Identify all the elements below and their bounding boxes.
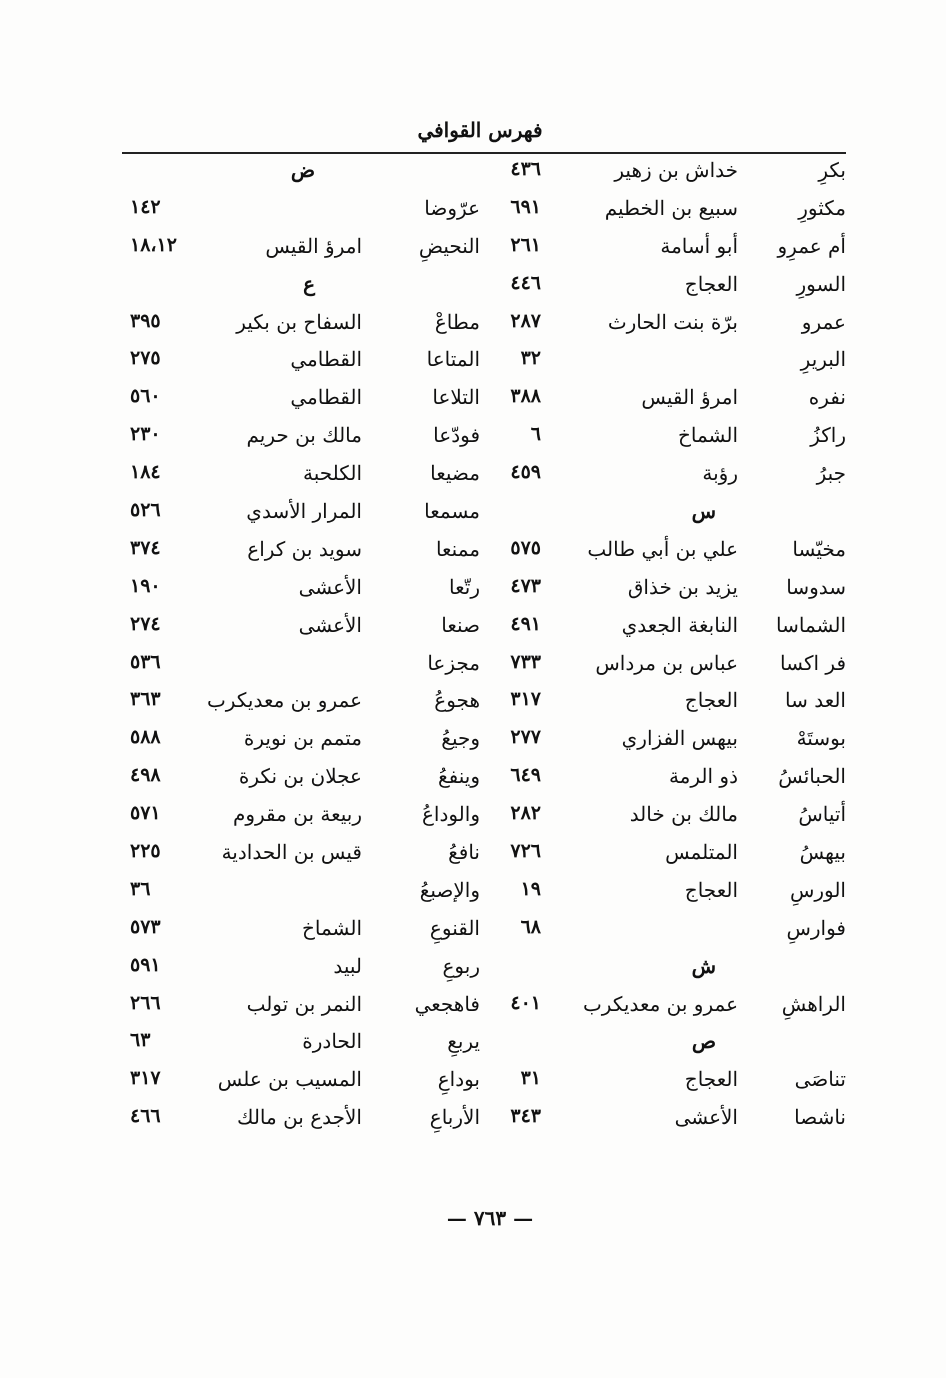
poet-name: ربيعة بن مقروم [232,802,362,827]
page-ref: ٢٦٦ [130,991,161,1014]
page-ref: ٥٢٦ [130,499,161,522]
poet-name: مالك بن خالد [629,802,738,827]
page-ref: ١٩ [520,877,541,900]
index-entry [486,910,846,948]
rhyme-word: مجزعا [427,650,480,675]
rhyme-word: بكرِ [818,158,846,182]
index-entry [120,910,480,948]
index-entry [486,1099,846,1137]
index-entry [486,569,846,607]
poet-name: خداش بن زهير [614,158,738,182]
index-entry [486,228,846,266]
rhyme-word: الشماسا [776,612,846,637]
rhyme-word: صنعا [441,612,480,637]
page-ref: ٢٨٢ [510,802,541,825]
letter-heading-row [120,266,480,304]
poet-name: مالك بن حريم [246,423,362,448]
page-ref: ٤٦٦ [130,1105,161,1128]
poet-name: عمرو بن معديكرب [582,991,738,1016]
rhyme-word: بيهسُ [799,840,846,865]
page-ref: ٤٧٣ [510,574,541,597]
rhyme-word: مكثورِ [798,195,846,220]
index-entry [486,417,846,455]
rhyme-word: عرّوضا [424,195,480,220]
index-entry [486,304,846,342]
index-entry [486,455,846,493]
poet-name: العجاج [684,877,738,902]
left-column [120,152,480,1137]
index-entry [486,645,846,683]
page-ref: ٢٢٥ [130,840,161,863]
page-ref: ٣٤٣ [510,1105,541,1128]
index-entry [120,190,480,228]
poet-name: القطامي [290,385,362,410]
index-entry [486,266,846,304]
index-entry [120,645,480,683]
rhyme-word: هجوعُ [434,688,480,713]
index-entry [120,682,480,720]
poet-name: الأعشى [298,612,362,637]
index-entry [486,1061,846,1099]
page-ref: ٧٣٣ [510,650,541,673]
page-ref: ١٤٢ [130,195,161,218]
index-entry [486,986,846,1024]
letter-heading-row [486,493,846,531]
rhyme-word: أم عمرِو [777,233,846,258]
rhyme-word: ممنعا [435,536,480,561]
rhyme-word: يربعِ [447,1029,480,1054]
page-ref: ٥٧١ [130,802,161,825]
poet-name: الأعشى [298,574,362,599]
page-ref: ١٩٠ [130,574,161,597]
index-entry [120,569,480,607]
page-ref: ٢٨٧ [510,309,541,332]
page-ref: ٣٨٨ [510,385,541,408]
poet-name: متمم بن نويرة [243,726,362,751]
rhyme-word: مسمعا [424,499,480,524]
poet-name: قيس بن الحدادية [221,840,362,865]
page-ref: ٧٢٦ [510,840,541,863]
poet-name: النمر بن تولب [246,991,362,1016]
rhyme-word: نفره [808,385,846,410]
index-entry [120,758,480,796]
index-entry [486,379,846,417]
poet-name: برّة بنت الحارث [607,309,738,334]
rhyme-word: الراهشِ [781,991,846,1016]
poet-name: سويد بن كراع [247,536,362,561]
index-entry [120,341,480,379]
rhyme-word: تناصَى [794,1067,846,1092]
index-entry [486,682,846,720]
page-ref: ٥٣٦ [130,650,161,673]
index-entry [120,872,480,910]
rhyme-word: سدوسا [786,574,846,599]
rhyme-word: فوارسِ [786,915,846,940]
rhyme-word: أتياسُ [798,802,846,827]
poet-name: المرار الأسدي [246,499,362,524]
poet-name: علي بن أبي طالب [587,536,738,561]
index-entry [120,417,480,455]
rhyme-word: مخيّسا [792,536,846,561]
page-ref: ٦٤٩ [510,764,541,787]
poet-name: الشماخ [301,915,362,940]
rhyme-word: التلاعا [432,385,480,410]
page-ref: ٥٧٥ [510,536,541,559]
poet-name: ذو الرمة [668,764,738,789]
index-entry [120,1061,480,1099]
poet-name: بيهس الفزاري [621,726,738,751]
page-ref: ٢٧٧ [510,726,541,749]
index-entry [486,531,846,569]
index-entry [486,607,846,645]
index-entry [120,986,480,1024]
poet-name: الأجدع بن مالك [236,1105,362,1130]
page-ref: ٣٧٤ [130,536,161,559]
poet-name: المسيب بن علس [217,1067,362,1092]
page-ref: ٦ [530,423,541,446]
page-ref: ١٨٤ [130,461,161,484]
rhyme-word: العد سا [784,688,846,713]
index-entry [120,455,480,493]
index-entry [120,304,480,342]
page-ref: ٣٩٥ [130,309,161,332]
page-ref: ٦٣ [130,1029,151,1052]
poet-name: النابغة الجعدي [621,612,738,637]
poet-name: لبيد [333,953,362,978]
rhyme-word: رتّعا [449,574,480,599]
poet-name: السفاح بن بكير [236,309,362,334]
letter-heading-row [120,152,480,190]
page-ref: ٤٤٦ [510,271,541,294]
page-ref: ٢٦١ [510,233,541,256]
page-ref: ٦٩١ [510,195,541,218]
poet-name: رؤبة [702,461,738,486]
poet-name: القطامي [290,347,362,372]
poet-name: الكلحبة [303,461,362,486]
page-ref: ٢٧٥ [130,347,161,370]
poet-name: عباس بن مرداس [595,650,738,675]
rhyme-word: جبرُ [816,461,846,486]
rhyme-word: والإصبعُ [419,877,480,902]
poet-name: المتلمس [665,840,738,865]
page-ref: ٢٣٠ [130,423,161,446]
page-header: فهرس القوافي [417,118,543,142]
poet-name: الحادرة [302,1029,362,1054]
rhyme-word: القنوعِ [429,915,480,940]
index-entry [120,834,480,872]
poet-name: امرؤ القيس [265,233,362,258]
rhyme-word: الأرباعِ [429,1105,480,1130]
poet-name: يزيد بن خذاق [627,574,738,599]
index-entry [120,1023,480,1061]
poet-name: العجاج [684,271,738,296]
poet-name: الشماخ [677,423,738,448]
index-entry [486,720,846,758]
rhyme-word: الحبائسُ [778,764,846,789]
poet-name: العجاج [684,1067,738,1092]
page-ref: ٥٩١ [130,953,161,976]
section-letter: ع [303,271,315,296]
index-entry [120,796,480,834]
index-entry [486,872,846,910]
index-entry [486,758,846,796]
poet-name: عمرو بن معديكرب [206,688,362,713]
rhyme-word: المتاعا [426,347,480,372]
letter-heading-row [486,948,846,986]
index-entry [486,341,846,379]
index-entry [486,152,846,190]
rhyme-word: الورسِ [789,877,846,902]
page-ref: ٤٠١ [510,991,541,1014]
page-ref: ٣١٧ [510,688,541,711]
rhyme-word: ربوعِ [442,953,480,978]
page-number: — ٧٦٣ — [446,1206,534,1230]
page-ref: ٤٩٨ [130,764,161,787]
rhyme-word: نافعُ [448,840,480,865]
page-ref: ٤٩١ [510,612,541,635]
rhyme-word: راكزُ [810,423,846,448]
index-entry [120,493,480,531]
index-entry [120,531,480,569]
index-entry [486,190,846,228]
page-ref: ٥٧٣ [130,915,161,938]
page-ref: ٦٨ [520,915,541,938]
page-ref: ٢٧٤ [130,612,161,635]
index-entry [120,720,480,758]
page-ref: ٣٦٣ [130,688,161,711]
index-entry [120,379,480,417]
rhyme-word: وينفعُ [437,764,480,789]
rhyme-word: بوستَهْ [796,726,846,751]
rhyme-word: فودّعا [433,423,480,448]
rhyme-word: فر اكسا [780,650,846,675]
page-ref: ٤٣٦ [510,158,541,180]
page-ref: ٣١ [520,1067,541,1090]
poet-name: امرؤ القيس [641,385,738,410]
page-ref: ٣١٧ [130,1067,161,1090]
page-ref: ١٨،١٢ [130,233,177,256]
rhyme-word: فاهجعي [414,991,480,1016]
index-entry [486,796,846,834]
page-ref: ٤٥٩ [510,461,541,484]
page-ref: ٥٨٨ [130,726,161,749]
rhyme-word: بوداعِ [437,1067,480,1092]
rhyme-word: والوداعُ [421,802,480,827]
poet-name: العجاج [684,688,738,713]
rhyme-word: البريرِ [800,347,846,372]
page-ref: ٥٦٠ [130,385,161,408]
index-entry [486,834,846,872]
letter-heading-row [486,1023,846,1061]
section-letter: س [691,499,716,524]
index-entry [120,607,480,645]
rhyme-word: عمرو [801,309,846,334]
poet-name: عجلان بن نكرة [238,764,362,789]
section-letter: ش [691,953,716,978]
index-entry [120,948,480,986]
page-ref: ٣٢ [520,347,541,370]
rhyme-word: ناشصا [794,1105,846,1130]
rhyme-word: وجيعُ [441,726,480,751]
page-ref: ٣٦ [130,877,151,900]
poet-name: أبو أسامة [660,233,738,258]
right-column [486,152,846,1137]
section-letter: ض [290,158,315,182]
rhyme-word: النحيضِ [418,233,480,258]
rhyme-word: مطاعْ [434,309,480,334]
index-entry [120,228,480,266]
rhyme-word: السورِ [796,271,846,296]
rhyme-word: مضيعا [430,461,480,486]
section-letter: ص [691,1029,716,1054]
poet-name: سبيع بن الخطيم [604,195,738,220]
index-entry [120,1099,480,1137]
poet-name: الأعشى [674,1105,738,1130]
